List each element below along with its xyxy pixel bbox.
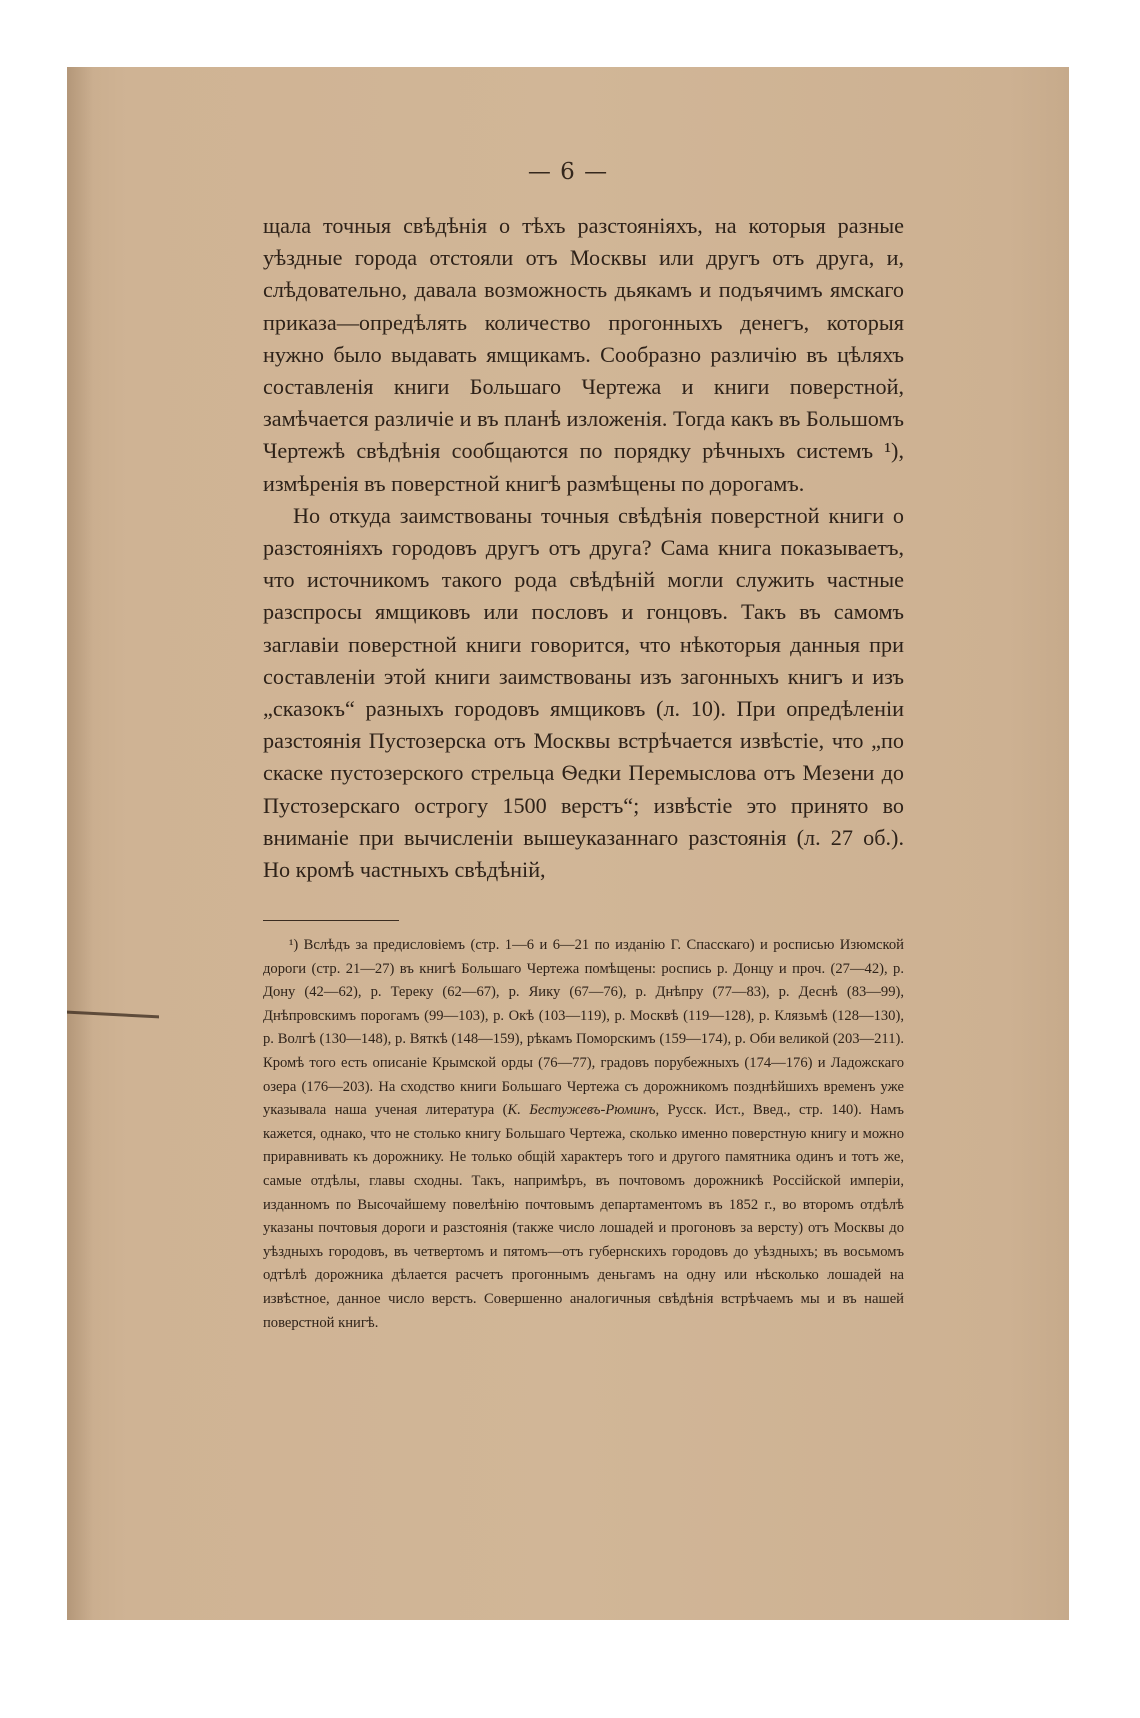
footnote-1 xyxy=(263,934,904,1335)
scanned-page xyxy=(67,67,1069,1620)
paragraph-2: Но откуда заимствованы точныя свѣдѣнія поверстной книги о разстояніяхъ городовъ другъ отъ друга? Сама книга показываетъ, что источникомъ такого рода свѣдѣній могли служить частные разспросы ямщиковъ или пословъ и гонцовъ. Такъ въ самомъ заглавіи поверстной книги говорится, что нѣкоторыя данныя при составленіи этой книги заимствованы изъ загонныхъ книгъ и изъ „сказокъ“ разныхъ городовъ ямщиковъ (л. 10). При опредѣленіи разстоянія Пустозерска отъ Москвы встрѣчается извѣстіе, что „по скаске пустозерского стрельца Ѳедки Перемыслова отъ Мезени до Пустозерскаго острогу 1500 верстъ“; извѣстіе это принято во вниманіе при вычисленіи вышеуказаннаго разстоянія (л. 27 об.). Но кромѣ частныхъ свѣдѣній, xyxy=(263,502,904,883)
main-text xyxy=(263,210,904,886)
footnote-divider xyxy=(263,920,399,921)
footnote-text-part-2: , Русск. Ист., Введ., стр. 140). Намъ кажется, однако, что не столько книгу Большаго Чертежа, сколько именно поверстную книгу и можно приравнивать къ дорожнику. Не только общій характеръ того и другого памятника одинъ и тотъ же, самые отдѣлы, главы сходны. Такъ, напримѣръ, въ почтовомъ дорожникѣ Россійской имперіи, изданномъ по Высочайшему повелѣнію почтовымъ департаментомъ въ 1852 г., во второмъ отдѣлѣ указаны почтовыя дороги и разстоянія (также число лошадей и прогоновъ за версту) отъ Москвы до уѣздныхъ городовъ, въ четвертомъ и пятомъ—отъ губернскихъ городовъ до уѣздныхъ; въ восьмомъ одтѣлѣ дорожника дѣлается расчетъ прогоннымъ деньгамъ на одну или нѣсколько лошадей на извѣстное, данное число верстъ. Совершенно аналогичныя свѣдѣнія встрѣчаемъ мы и въ нашей поверстной книгѣ. xyxy=(263,1102,904,1331)
paragraph-1: щала точныя свѣдѣнія о тѣхъ разстояніяхъ, на которыя разные уѣздные города отстояли отъ Москвы или другъ отъ друга, и, слѣдовательно, давала возможность дьякамъ и подъячимъ ямскаго приказа—опредѣлять количество прогонныхъ денегъ, которыя нужно было выдавать ямщикамъ. Сообразно различію въ цѣляхъ составленія книги Большаго Чертежа и книги поверстной, замѣчается различіе и въ планѣ изложенія. Тогда какъ въ Большомъ Чертежѣ свѣдѣнія сообщаются по порядку рѣчныхъ системъ ¹), измѣренія въ поверстной книгѣ размѣщены по дорогамъ. xyxy=(263,213,904,496)
footnote-author: К. Бестужевъ-Рюминъ xyxy=(507,1102,656,1119)
page-edge-shadow xyxy=(67,67,93,1620)
footnote-text-part-1: ¹) Вслѣдъ за предисловіемъ (стр. 1—6 и 6—21 по изданію Г. Спасскаго) и росписью Изюмской дороги (стр. 21—27) въ книгѣ Большаго Чертежа помѣщены: роспись р. Донцу и проч. (27—42), р. Дону (42—62), р. Тереку (62—67), р. Яику (67—76), р. Днѣпру (77—83), р. Деснѣ (83—99), Днѣпровскимъ порогамъ (99—103), р. Окѣ (103—119), р. Москвѣ (119—128), р. Клязьмѣ (128—130), р. Волгѣ (130—148), р. Вяткѣ (148—159), рѣкамъ Поморскимъ (159—174), р. Оби великой (203—211). Кромѣ того есть описаніе Крымской орды (76—77), градовъ порубежныхъ (174—176) и Ладожскаго озера (176—203). На сходство книги Большаго Чертежа съ дорожникомъ позднѣйшихъ временъ уже указывала наша ученая литература ( xyxy=(263,937,904,1119)
page-number: — 6 — xyxy=(527,159,609,185)
